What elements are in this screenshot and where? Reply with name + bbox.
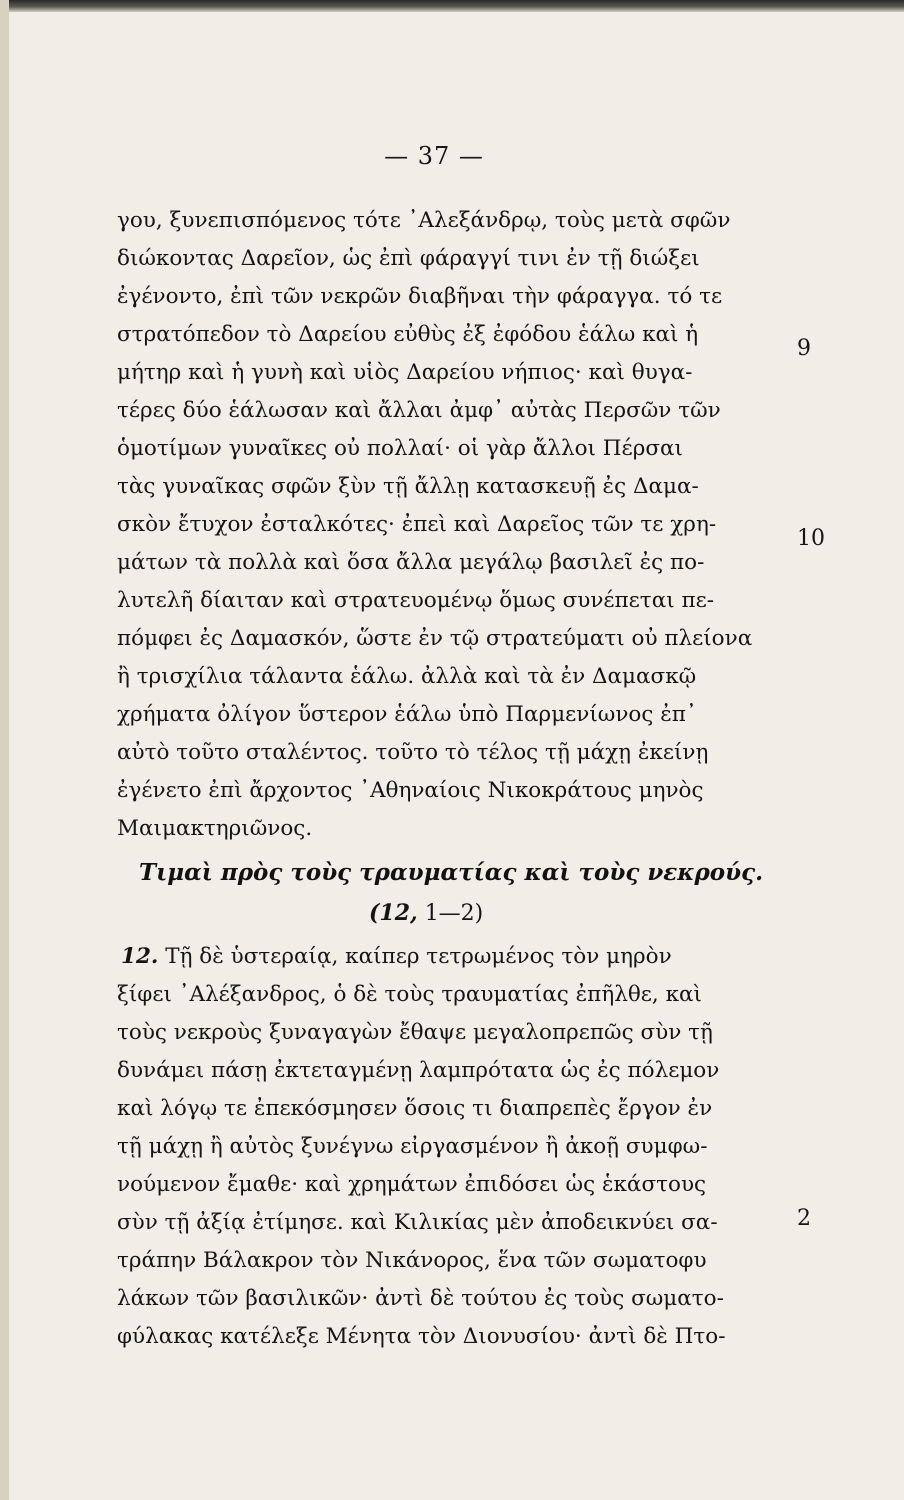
text-line: τὰς γυναῖκας σφῶν ξὺν τῇ ἄλλῃ κατασκευῇ ἐς Δαμα- — [117, 474, 699, 499]
text-line: ἢ τρισχίλια τάλαντα ἑάλω. ἀλλὰ καὶ τὰ ἐν Δαμασκῷ — [117, 664, 697, 689]
text-line: τέρες δύο ἑάλωσαν καὶ ἄλλαι ἀμφ᾽ αὐτὰς Περσῶν τῶν — [117, 398, 721, 423]
text-line: γου, ξυνεπισπόμενος τότε ᾽Αλεξάνδρῳ, τοὺς μετὰ σφῶν — [117, 208, 731, 233]
text-line: δυνάμει πάσῃ ἐκτεταγμένῃ λαμπρότατα ὡς ἐς πόλεμον — [117, 1058, 720, 1083]
text-line: Μαιμακτηριῶνος. — [117, 816, 313, 841]
section-number: 12. — [121, 944, 159, 969]
text-line: μάτων τὰ πολλὰ καὶ ὅσα ἄλλα μεγάλῳ βασιλεῖ ἐς πο- — [117, 550, 705, 575]
section-heading: Τιμαὶ πρὸς τοὺς τραυματίας καὶ τοὺς νεκρούς. — [139, 859, 764, 886]
page-top-edge — [9, 0, 904, 12]
text-line: χρήματα ὀλίγον ὕστερον ἑάλω ὑπὸ Παρμενίωνος ἐπ᾽ — [117, 702, 697, 727]
text-line: νούμενον ἔμαθε· καὶ χρημάτων ἐπιδόσει ὡς ἑκάστους — [117, 1172, 707, 1197]
text-line: μήτηρ καὶ ἡ γυνὴ καὶ υἱὸς Δαρείου νήπιος· καὶ θυγα- — [117, 360, 693, 385]
margin-section-number: 9 — [797, 336, 811, 361]
text-line: σκὸν ἔτυχον ἐσταλκότες· ἐπεὶ καὶ Δαρεῖος τῶν τε χρη- — [117, 512, 717, 537]
text-line: διώκοντας Δαρεῖον, ὡς ἐπὶ φάραγγί τινι ἐν τῇ διώξει — [117, 246, 700, 271]
text-line: τοὺς νεκροὺς ξυναγαγὼν ἔθαψε μεγαλοπρεπῶς σὺν τῇ — [117, 1020, 713, 1045]
text-line: καὶ λόγῳ τε ἐπεκόσμησεν ὅσοις τι διαπρεπὲς ἔργον ἐν — [117, 1096, 713, 1121]
text-line: πόμφει ἐς Δαμασκόν, ὥστε ἐν τῷ στρατεύματι οὐ πλείονα — [117, 626, 753, 651]
page-number: — 37 — — [384, 142, 484, 170]
reference-range: 1—2) — [424, 901, 484, 926]
text-line: τράπην Βάλακρον τὸν Νικάνορος, ἕνα τῶν σωματοφυ — [117, 1248, 707, 1273]
text-line: ἐγένετο ἐπὶ ἄρχοντος ᾽Αθηναίοις Νικοκράτους μηνὸς — [117, 778, 704, 803]
text-line: ὁμοτίμων γυναῖκες οὐ πολλαί· οἱ γὰρ ἄλλοι Πέρσαι — [117, 436, 683, 461]
text-line: αὐτὸ τοῦτο σταλέντος. τοῦτο τὸ τέλος τῇ μάχῃ ἐκείνῃ — [117, 740, 709, 765]
text-line: σὺν τῇ ἀξίᾳ ἐτίμησε. καὶ Κιλικίας μὲν ἀποδεικνύει σα- — [117, 1210, 718, 1235]
margin-section-number: 10 — [797, 526, 825, 551]
text-line: τῇ μάχῃ ἢ αὐτὸς ξυνέγνω εἰργασμένον ἢ ἀκοῇ συμφω- — [117, 1134, 708, 1159]
text-line-body: Τῇ δὲ ὑστεραίᾳ, καίπερ τετρωμένος τὸν μηρὸν — [165, 944, 672, 969]
text-line: λυτελῆ δίαιταν καὶ στρατευομένῳ ὅμως συνέπεται πε- — [117, 588, 715, 613]
text-line: φύλακας κατέλεξε Μένητα τὸν Διονυσίου· ἀντὶ δὲ Πτο- — [117, 1324, 726, 1349]
text-line — [121, 942, 791, 972]
text-line: στρατόπεδον τὸ Δαρείου εὐθὺς ἐξ ἐφόδου ἑάλω καὶ ἡ — [117, 322, 699, 347]
margin-section-number: 2 — [797, 1206, 811, 1231]
text-line: λάκων τῶν βασιλικῶν· ἀντὶ δὲ τούτου ἐς τοὺς σωματο- — [117, 1286, 724, 1311]
text-line: ἐγένοντο, ἐπὶ τῶν νεκρῶν διαβῆναι τὴν φάραγγα. τό τε — [117, 284, 723, 309]
section-reference — [369, 898, 483, 929]
reference-chapter: (12, — [369, 900, 418, 926]
text-line: ξίφει ᾽Αλέξανδρος, ὁ δὲ τοὺς τραυματίας ἐπῆλθε, καὶ — [117, 982, 702, 1007]
